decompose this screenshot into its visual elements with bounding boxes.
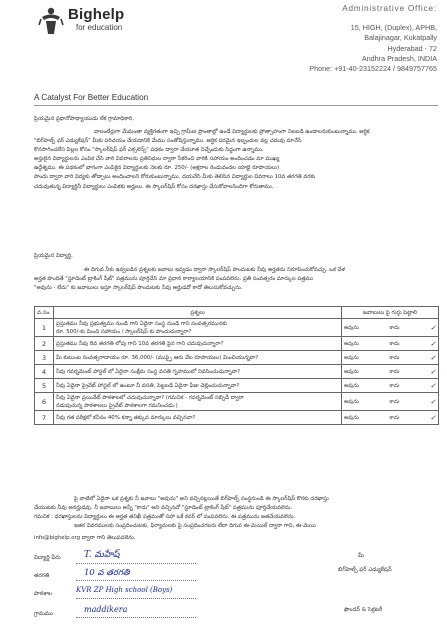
table-row — [35, 319, 439, 337]
signoff-prefix: మీ — [358, 553, 364, 559]
eligibility-note — [34, 495, 440, 531]
question-line: నీవు గత పరీక్షలో కనీసం 40% కన్నా తక్కువ మార్కులు వచ్చినవా? — [56, 414, 196, 421]
question-text — [54, 411, 342, 425]
village-label: గ్రామము — [34, 611, 53, 617]
paragraph-line: చదువుతున్న విద్యార్థినీ విద్యార్థులు ఎంపికకు అర్హులు. ఈ స్కాలర్‌షిప్ కోసం దరఖాస్తు చేసుకోవాలసిందిగా కోరుతాము. — [34, 183, 274, 190]
checkmark-icon: ✓ — [430, 367, 436, 376]
answer-cell[interactable] — [342, 365, 439, 379]
question-number: 7 — [35, 411, 54, 425]
checkmark-icon: ✓ — [430, 381, 436, 390]
address-line: Andhra Pradesh, INDIA — [361, 53, 437, 63]
table-row — [35, 365, 439, 379]
address-heading: Administrative Office: — [342, 4, 437, 13]
bighelp-logo-icon — [38, 6, 64, 36]
student-name-value: T. మహేష్ — [84, 550, 120, 560]
class-line — [76, 580, 196, 581]
address-line: Hyderabad - 72 — [387, 43, 437, 53]
note-line: పై వాటిలో ఏదైనా ఒక ప్రశ్నకు నీ జవాబు "అవును" అని వచ్చినట్లయితే బిగ్‌హెల్ప్ సంస్థనుండి ఈ స్కాలర్‌షిప్ కొరకు దరఖాస్తు — [74, 496, 329, 502]
question-line: నడుపుచున్న పాఠశాలలు ప్రైవేట్ పాఠశాలగా గమనించడు.) — [56, 402, 178, 409]
question-line: నీవు ఏదైనా ప్రయివేట్ పాఠశాలలో చదువుచున్నావా? (గమనిక - గవర్నమెంట్ సబ్సిడీ ద్వారా — [56, 394, 244, 401]
brand-name: Bighelp — [68, 6, 125, 23]
address-line: Balajinagar, Kukatpally — [364, 33, 437, 43]
paragraph-line: వాలంటీర్లుగా మేమంతా వ్యక్తిగతంగా ఇచ్చి గ్రామీణ ప్రాంతాల్లో ఉండే విద్యార్థులకు ప్రోత్సాహంగా నిలబడి ఉండాలనుకుంటున్నాము. ఆర్థిక — [94, 129, 370, 135]
question-text — [54, 319, 342, 337]
founder-title: ఫౌండర్ & సెక్రటరీ — [344, 607, 383, 613]
address-line: 15, HIGH, (Duplex), APHB, — [350, 23, 437, 33]
answer-cell[interactable] — [342, 379, 439, 393]
table-row — [35, 351, 439, 365]
eligibility-table — [34, 306, 439, 425]
school-label: పాఠశాల — [34, 591, 52, 597]
question-line: నీవు ఏదైనా ప్రైవేట్ హాస్టల్ లో ఉంటూ నీ వసతి, పెట్టబడి ఏదైనా ఫీజు చెల్లించుచున్నావా? — [56, 382, 240, 389]
table-row — [35, 379, 439, 393]
question-number: 6 — [35, 393, 54, 411]
checkmark-icon: ✓ — [430, 353, 436, 362]
school-value: KVR ZP High school (Boys) — [76, 586, 173, 594]
class-label: తరగతి — [34, 573, 50, 579]
answer-cell[interactable] — [342, 351, 439, 365]
table-row — [35, 411, 439, 425]
question-line: మీ కుటుంబ సంవత్సరాదాయం రూ. 36,000/- (ముప్పై ఆరు వేల రూపాయలు) మించియున్నదా? — [56, 354, 259, 361]
note-line: ఇతర వివరములకు సంప్రదించుటకు, ఫిర్యాదులకు పై సంప్రదించగలరు లేదా దిగువ ఈ-మెయిల్ ద్వారా గాని, ఈ-మెయి — [74, 523, 316, 530]
paragraph-line: కొనసాగించలేని పిల్లల కోసం "స్కాలర్‌షిప్ ఫర్ ఎక్సలెన్స్" పథకం ద్వారా చేయూత నిచ్చేందుకు సిద్ధంగా ఉన్నాము. — [34, 147, 264, 154]
school-line — [76, 598, 196, 599]
question-number: 2 — [35, 337, 54, 351]
note-line: చేయుటకు నీవు అనర్హుడవు. నీ జవాబులు అన్నీ "కాదు" అని వచ్చినచో "స్టూడెంట్ ట్రాకింగ్ షీట్" పత్రమును పూర్తిచేయవలెను. — [34, 505, 293, 512]
question-text — [54, 337, 342, 351]
answer-cell[interactable] — [342, 319, 439, 337]
question-text — [54, 365, 342, 379]
paragraph-line: ఉద్దేశ్యము. ఈ పథకంలో భాగంగా ఎంపికైన విద్యార్థులకు నెలకు రూ. 250/- (అక్షరాల రెండువందల యాభై రూపాయలు) — [34, 165, 280, 172]
paragraph-line: "అవును - లేదు" కు జవాబులు ఇస్తూ స్కాలర్‌షిప్ పొందుటకు నీవు అర్హుడవో కాదో తెలుసుకోవచ్చును. — [34, 285, 243, 292]
salutation: ప్రియమైన ప్రధానోపాధ్యాయుడు లేక గ్రామాధికారి, — [34, 116, 134, 122]
phone-line: Phone: +91-40-23152224 / 9849757765 — [309, 64, 437, 74]
question-number: 1 — [35, 319, 54, 337]
answer-no-option[interactable]: కాదు — [389, 382, 400, 389]
checkmark-icon: ✓ — [430, 339, 436, 348]
answer-yes-option[interactable]: అవును — [344, 340, 359, 347]
table-row — [35, 337, 439, 351]
question-text — [54, 379, 342, 393]
table-row — [35, 393, 439, 411]
column-header-number: వ.సం. — [35, 307, 54, 319]
question-text — [54, 351, 342, 365]
paragraph-line: అర్హత పొందితే "స్టూడెంట్ ట్రాకింగ్ షీట్" పత్రమును పూర్తిచేసి మా ప్రధాన కార్యాలయానికి పంపవలెను. ప్రతి సంవత్సరం మార్కుల పత్రము — [34, 276, 313, 283]
answer-no-option[interactable]: కాదు — [389, 368, 400, 375]
question-number: 5 — [35, 379, 54, 393]
tagline: A Catalyst For Better Education — [34, 93, 149, 102]
column-header-answer: జవాబులు పై గుర్తు పెట్టాలి — [342, 307, 439, 319]
question-line: ప్రస్తుతము నీవు 8వ తరగతి లోపు గాని 10వ తరగతి పైన గాని చదువుచున్నారా? — [56, 340, 224, 347]
village-value: maddikera — [84, 605, 128, 614]
note-line: గమనిక : ధరఖాస్తులను విద్యార్థులు ఈ అర్హత తనిఖీ పత్రముతో సహా ఒకే కవర్ లో పంపవలెను. ఈ పత్రమును జతచేయవలెను. — [34, 514, 296, 521]
answer-cell[interactable] — [342, 411, 439, 425]
paragraph-line: "బిగ్‌హెల్ప్ ఫర్ ఎడ్యుకేషన్" మీకు పరిచయం చేయడానికి మేము సంతోషిస్తున్నాము. ఆర్థిక పరమైన ఇబ్బందుల వల్ల చదువు మానేసే — [34, 138, 302, 145]
paragraph-line: అర్హులైన విద్యార్థులను ఎంపిక చేసి వారి వివరాలను ప్రతినిధుల ద్వారా సేకరించి వారికి సహాయం అందించడం మా ముఖ్య — [34, 156, 280, 163]
answer-no-option[interactable]: కాదు — [389, 354, 400, 361]
intro-paragraph — [34, 128, 440, 192]
question-number: 3 — [35, 351, 54, 365]
question-line: ప్రస్తుతము నీవు ప్రభుత్వము నుండి గాని ఏదైనా సంస్థ నుండి గాని సంవత్సరమునకు — [56, 320, 228, 327]
question-line: రూ. 500/-కు మించి సహాయం / స్కాలర్‌షిప్ కు పొందుచున్నారా? — [56, 328, 192, 335]
answer-yes-option[interactable]: అవును — [344, 414, 359, 421]
name-line — [76, 563, 196, 564]
answer-cell[interactable] — [342, 393, 439, 411]
question-number: 4 — [35, 365, 54, 379]
student-greeting: ప్రియమైన విద్యార్థి, — [34, 253, 73, 259]
class-value: 10 వ తరగతి — [84, 568, 130, 578]
answer-no-option[interactable]: కాదు — [389, 340, 400, 347]
answer-yes-option[interactable]: అవును — [344, 382, 359, 389]
checkmark-icon: ✓ — [430, 413, 436, 422]
checkmark-icon: ✓ — [430, 323, 436, 332]
answer-yes-option[interactable]: అవును — [344, 324, 359, 331]
checkmark-icon: ✓ — [430, 397, 436, 406]
answer-no-option[interactable]: కాదు — [389, 324, 400, 331]
answer-yes-option[interactable]: అవును — [344, 354, 359, 361]
header-divider — [34, 105, 438, 106]
answer-cell[interactable] — [342, 337, 439, 351]
question-line: నీవు గవర్నమెంట్ హాస్టల్ లో ఏదైనా సంక్షేమ సంస్థ వసతి గృహములో నివసించుచున్నావా? — [56, 368, 241, 375]
answer-no-option[interactable]: కాదు — [389, 414, 400, 421]
contact-email: info@bighelp.org ద్వారా గాని తెలుపవలెను. — [34, 535, 136, 541]
answer-no-option[interactable]: కాదు — [389, 398, 400, 405]
question-text — [54, 393, 342, 411]
answer-yes-option[interactable]: అవును — [344, 398, 359, 405]
paragraph-line: పొందు ద్వారా వారి విద్యకు తోడ్పాటు అందించాలని కోరుకుంటున్నాము. దయచేసి మీకు తెలిసిన విద్యార్థుల వివరాలు 10వ తరగతి వరకు — [34, 174, 316, 181]
brand-subtitle: for education — [76, 23, 123, 32]
table-header-row — [35, 307, 439, 319]
signoff-organization: బిగ్‌హెల్ప్ ఫర్ ఎడ్యుకేషన్ — [338, 567, 392, 573]
office-address — [257, 4, 437, 74]
answer-yes-option[interactable]: అవును — [344, 368, 359, 375]
student-name-label: విద్యార్థి పేరు — [34, 555, 61, 561]
paragraph-line: ఈ దిగువ నీకు ఇవ్వబడిన ప్రశ్నలకు జవాబు ఇవ్వడం ద్వారా స్కాలర్‌షిప్ పొందుటకు నీవు అర్హతను నిరూపించుకోవచ్చు. ఒక వేళ — [84, 267, 345, 273]
instructions-paragraph — [34, 266, 440, 293]
column-header-question: ప్రశ్నలు — [54, 307, 342, 319]
village-line — [76, 617, 196, 618]
